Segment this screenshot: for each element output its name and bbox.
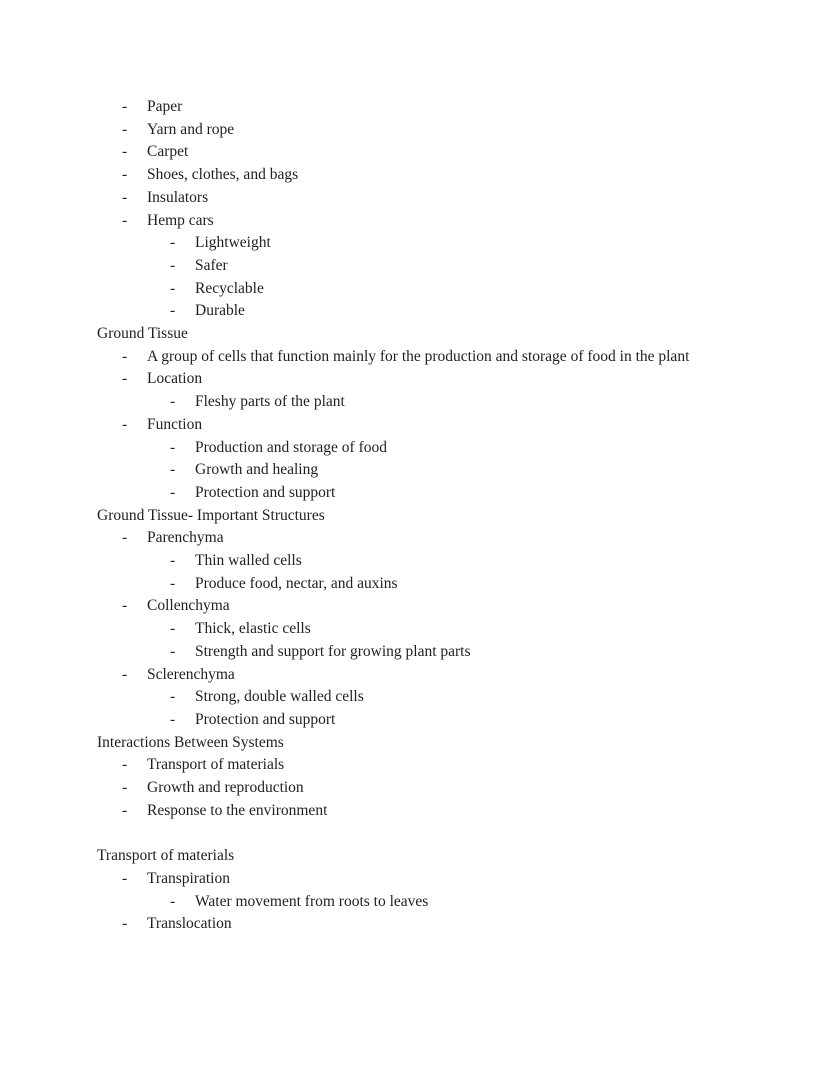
document-line <box>97 777 742 800</box>
dash-bullet: - <box>170 302 176 320</box>
document-line <box>97 800 742 823</box>
line-text: Growth and healing <box>195 461 319 479</box>
document-line <box>97 391 742 414</box>
document-line <box>97 414 742 437</box>
line-text: Protection and support <box>195 710 336 728</box>
line-text: Fleshy parts of the plant <box>195 393 345 411</box>
line-text: Transport of materials <box>97 847 235 865</box>
document-line <box>97 505 742 528</box>
dash-bullet: - <box>122 915 128 933</box>
dash-bullet: - <box>170 892 176 910</box>
document-line <box>97 278 742 301</box>
dash-bullet: - <box>122 188 128 206</box>
document-line <box>97 323 742 346</box>
dash-bullet: - <box>122 529 128 547</box>
line-text: Parenchyma <box>147 529 224 547</box>
document-line <box>97 187 742 210</box>
document-line <box>97 868 742 891</box>
document-line <box>97 686 742 709</box>
dash-bullet: - <box>170 642 176 660</box>
document-line <box>97 164 742 187</box>
dash-bullet: - <box>170 620 176 638</box>
dash-bullet: - <box>122 665 128 683</box>
document-line <box>97 595 742 618</box>
line-text: Lightweight <box>195 234 271 252</box>
dash-bullet: - <box>122 415 128 433</box>
line-text: Recyclable <box>195 279 264 297</box>
document-line <box>97 913 742 936</box>
document-line <box>97 754 742 777</box>
document-line <box>97 732 742 755</box>
dash-bullet: - <box>170 710 176 728</box>
dash-bullet: - <box>170 438 176 456</box>
dash-bullet: - <box>122 756 128 774</box>
dash-bullet: - <box>170 461 176 479</box>
document-line <box>97 618 742 641</box>
line-text: Strong, double walled cells <box>195 688 364 706</box>
line-text: Carpet <box>147 143 189 161</box>
dash-bullet: - <box>170 688 176 706</box>
line-text: Location <box>147 370 203 388</box>
document-line <box>97 891 742 914</box>
line-text: Paper <box>147 98 183 115</box>
dash-bullet: - <box>170 393 176 411</box>
line-text: A group of cells that function mainly for the production and storage of food in the plant <box>147 347 690 365</box>
dash-bullet: - <box>170 234 176 252</box>
line-text: Ground Tissue- Important Structures <box>97 506 325 524</box>
document-line <box>97 232 742 255</box>
dash-bullet: - <box>122 120 128 138</box>
dash-bullet: - <box>170 279 176 297</box>
dash-bullet: - <box>122 597 128 615</box>
line-text: Ground Tissue <box>97 325 188 343</box>
document-line <box>97 823 742 846</box>
document-line <box>97 255 742 278</box>
line-text: Sclerenchyma <box>147 665 235 683</box>
line-text: Function <box>147 415 203 433</box>
dash-bullet: - <box>122 347 128 365</box>
line-text: Growth and reproduction <box>147 779 304 797</box>
document-line <box>97 482 742 505</box>
line-text: Durable <box>195 302 245 320</box>
document-line <box>97 141 742 164</box>
line-text: Transpiration <box>147 869 230 887</box>
document-line <box>97 368 742 391</box>
document-line <box>97 664 742 687</box>
dash-bullet: - <box>122 370 128 388</box>
line-text: Water movement from roots to leaves <box>195 892 429 910</box>
line-text: Collenchyma <box>147 597 230 615</box>
document-line <box>97 527 742 550</box>
line-text: Safer <box>195 256 228 274</box>
dash-bullet: - <box>170 483 176 501</box>
document-line <box>97 641 742 664</box>
dash-bullet: - <box>170 574 176 592</box>
document-line <box>97 437 742 460</box>
line-text: Production and storage of food <box>195 438 387 456</box>
dash-bullet: - <box>122 211 128 229</box>
line-text: Response to the environment <box>147 801 328 819</box>
document-line <box>97 459 742 482</box>
line-text: Hemp cars <box>147 211 214 229</box>
line-text: Insulators <box>147 188 209 206</box>
line-text: Shoes, clothes, and bags <box>147 166 299 184</box>
document-line <box>97 573 742 596</box>
line-text: Strength and support for growing plant parts <box>195 642 471 660</box>
dash-bullet: - <box>122 801 128 819</box>
document-line <box>97 96 742 119</box>
dash-bullet: - <box>122 779 128 797</box>
dash-bullet: - <box>170 552 176 570</box>
document-line <box>97 210 742 233</box>
document-line <box>97 845 742 868</box>
dash-bullet: - <box>122 166 128 184</box>
line-text: Protection and support <box>195 483 336 501</box>
dash-bullet: - <box>122 98 128 115</box>
dash-bullet: - <box>122 143 128 161</box>
line-text: Yarn and rope <box>147 120 235 138</box>
document-line <box>97 550 742 573</box>
line-text: Produce food, nectar, and auxins <box>195 574 398 592</box>
line-text: Thin walled cells <box>195 552 302 570</box>
document-line <box>97 119 742 142</box>
dash-bullet: - <box>122 869 128 887</box>
document-line <box>97 709 742 732</box>
line-text: Transport of materials <box>147 756 285 774</box>
document-line <box>97 346 742 369</box>
line-text: Translocation <box>147 915 232 933</box>
line-text: Thick, elastic cells <box>195 620 311 638</box>
document-content <box>97 96 742 936</box>
line-text: Interactions Between Systems <box>97 733 284 751</box>
document-line <box>97 300 742 323</box>
dash-bullet: - <box>170 256 176 274</box>
